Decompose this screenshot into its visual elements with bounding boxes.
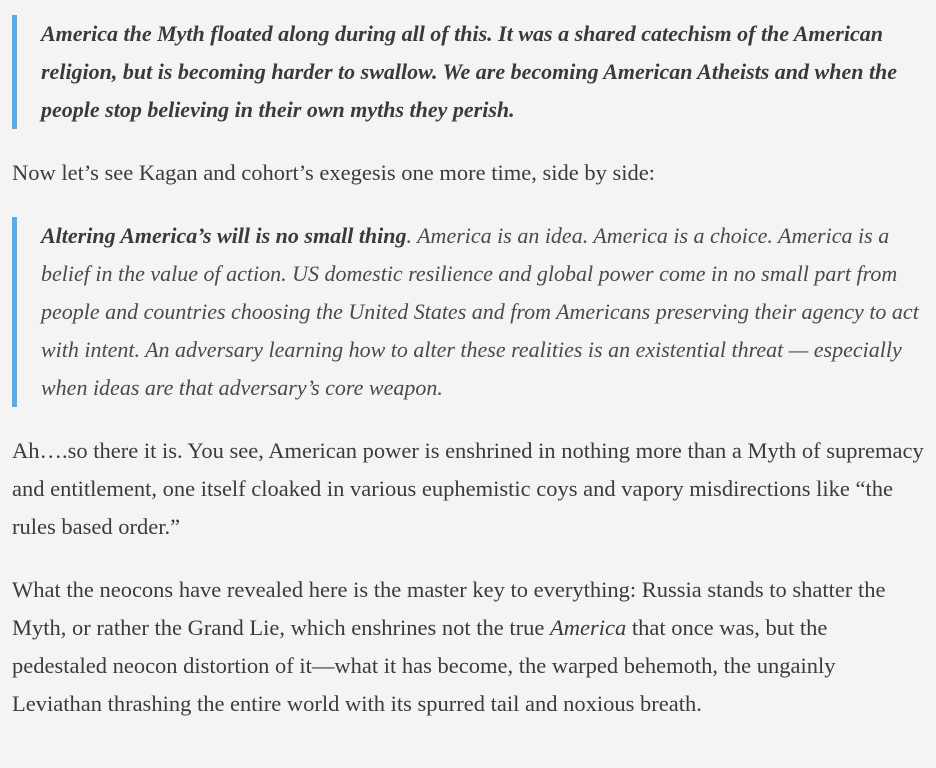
paragraph-exegesis-intro	[12, 154, 927, 192]
paragraph-american-power	[12, 432, 927, 546]
blockquote-kagan-rest: . America is an idea. America is a choice. America is a belief in the value of action. US domestic resilience and global power come in no small part from people and countries choosing the United States and from Americans preserving their agency to act with intent. An adversary learning how to alter these realities is an existential threat — especially when ideas are that adversary’s core weapon.	[41, 223, 919, 400]
blockquote-myth	[12, 15, 921, 129]
blockquote-kagan-bold: Altering America’s will is no small thing	[41, 223, 407, 248]
paragraph-exegesis-intro-text: Now let’s see Kagan and cohort’s exegesis one more time, side by side:	[12, 160, 655, 185]
paragraph-master-key-before: What the neocons have revealed here is the master key to everything: Russia stands to shatter the Myth, or rather the Grand Lie, which enshrines not the true	[12, 577, 886, 640]
paragraph-american-power-text: Ah….so there it is. You see, American power is enshrined in nothing more than a Myth of supremacy and entitlement, one itself cloaked in various euphemistic coys and vapory misdirections like “the rules based order.”	[12, 438, 924, 539]
paragraph-master-key-italic: America	[549, 615, 627, 640]
blockquote-myth-text: America the Myth floated along during all of this. It was a shared catechism of the American religion, but is becoming harder to swallow. We are becoming American Atheists and when the people stop believing in their own myths they perish.	[41, 21, 898, 122]
paragraph-master-key	[12, 571, 927, 723]
paragraph-master-key-after: that once was, but the pedestaled neocon distortion of it—what it has become, the warped behemoth, the ungainly Leviathan thrashing the entire world with its spurred tail and noxious breath.	[12, 615, 836, 716]
blockquote-kagan	[12, 217, 921, 407]
